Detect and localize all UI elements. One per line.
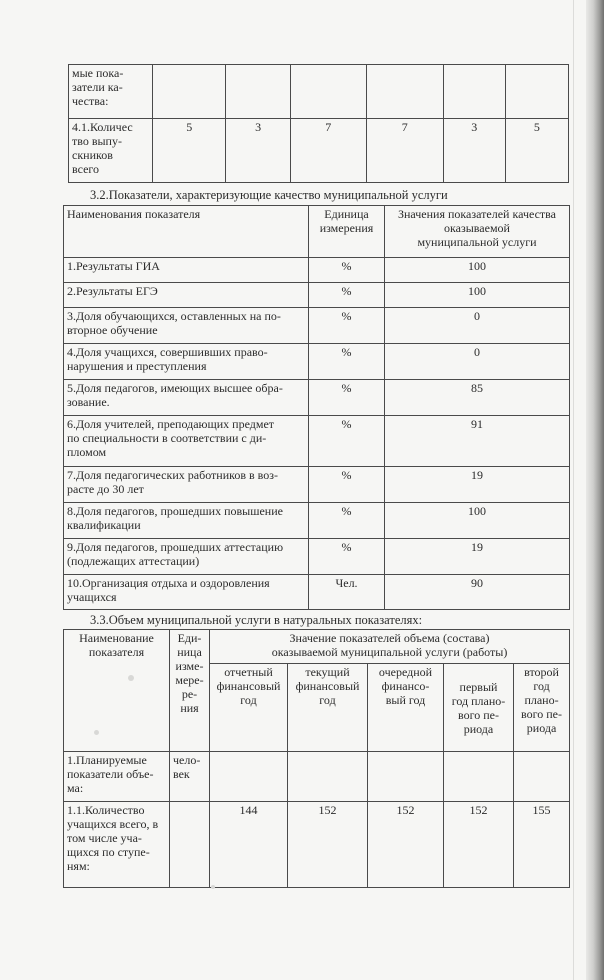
table-cell: 7 — [290, 119, 366, 183]
table-cell — [444, 752, 514, 802]
table-row — [64, 308, 570, 344]
header-indicator-name: Наименования показателя — [64, 206, 309, 258]
table-cell: 5 — [505, 119, 568, 183]
indicator-value: 19 — [385, 467, 570, 503]
table-cell: 3 — [226, 119, 290, 183]
table-cell — [505, 65, 568, 119]
indicator-unit: Чел. — [309, 575, 385, 610]
table-cell: 152 — [368, 802, 444, 888]
table-cell — [368, 752, 444, 802]
indicator-unit: % — [309, 344, 385, 380]
page-fold-line — [573, 0, 574, 980]
indicator-value: 100 — [385, 258, 570, 283]
header-second-plan-year: второй год плано- вого пе- риода — [514, 664, 570, 752]
indicator-value: 19 — [385, 539, 570, 575]
table-row — [64, 539, 570, 575]
indicator-unit: % — [309, 283, 385, 308]
scan-smudge — [211, 885, 215, 889]
indicator-value: 85 — [385, 380, 570, 416]
table-cell: 152 — [444, 802, 514, 888]
header-unit: Единица измерения — [309, 206, 385, 258]
scan-smudge — [128, 675, 134, 681]
indicator-value: 100 — [385, 283, 570, 308]
indicator-value: 0 — [385, 308, 570, 344]
table-row — [64, 344, 570, 380]
table-row — [64, 575, 570, 610]
header-quality-value: Значения показателей качества оказываемой муниципальной услуги — [385, 206, 570, 258]
table-cell — [366, 65, 443, 119]
table-cell: 155 — [514, 802, 570, 888]
table-cell — [226, 65, 290, 119]
indicator-name: 7.Доля педагогических работников в воз- расте до 30 лет — [64, 467, 309, 503]
table-cell — [290, 65, 366, 119]
header-reporting-year: отчетный финансовый год — [210, 664, 288, 752]
indicator-value: 100 — [385, 503, 570, 539]
header-current-year: текущий финансовый год — [288, 664, 368, 752]
table-row — [69, 119, 569, 183]
table-cell — [288, 752, 368, 802]
table-row — [69, 65, 569, 119]
quality-continuation-table — [68, 64, 569, 183]
header-next-year: очередной финансо- вый год — [368, 664, 444, 752]
table-header-row — [64, 206, 570, 258]
table-row — [64, 380, 570, 416]
indicator-name: 6.Доля учителей, преподающих предмет по специальности в соответствии с ди- пломом — [64, 416, 309, 467]
table-row — [64, 467, 570, 503]
indicator-value: 90 — [385, 575, 570, 610]
table-cell: 7 — [366, 119, 443, 183]
indicator-unit: % — [309, 416, 385, 467]
header-first-plan-year: первый год плано- вого пе- риода — [444, 664, 514, 752]
header-indicator-name: Наименование показателя — [64, 630, 170, 752]
table-cell — [210, 752, 288, 802]
table-row — [64, 283, 570, 308]
header-volume-group: Значение показателей объема (состава) оказываемой муниципальной услуги (работы) — [210, 630, 570, 664]
table-cell: 3 — [443, 119, 505, 183]
row-label: 4.1.Количес тво выпу- скников всего — [69, 119, 153, 183]
table-row — [64, 503, 570, 539]
table-cell — [152, 65, 226, 119]
indicator-name: 1.1.Количество учащихся всего, в том числе уча- щихся по ступе- ням: — [64, 802, 170, 888]
table-cell — [443, 65, 505, 119]
table-row — [64, 258, 570, 283]
indicator-unit: % — [309, 467, 385, 503]
indicator-unit — [170, 802, 210, 888]
row-label: мые пока- затели ка- чества: — [69, 65, 153, 119]
table-cell — [514, 752, 570, 802]
table-cell: 152 — [288, 802, 368, 888]
indicator-name: 1.Планируемые показатели объе- ма: — [64, 752, 170, 802]
indicator-name: 1.Результаты ГИА — [64, 258, 309, 283]
indicator-name: 10.Организация отдыха и оздоровления учащихся — [64, 575, 309, 610]
indicator-name: 5.Доля педагогов, имеющих высшее обра- зование. — [64, 380, 309, 416]
indicator-value: 91 — [385, 416, 570, 467]
section-3-2-title: 3.2.Показатели, характеризующие качество муниципальной услуги — [90, 188, 448, 202]
scan-smudge — [94, 730, 99, 735]
volume-indicators-table — [63, 629, 570, 888]
section-3-3-title: 3.3.Объем муниципальной услуги в натуральных показателях: — [90, 613, 423, 627]
table-row — [64, 802, 570, 888]
indicator-unit: % — [309, 539, 385, 575]
indicator-unit: % — [309, 380, 385, 416]
quality-indicators-table — [63, 205, 570, 610]
table-cell: 5 — [152, 119, 226, 183]
indicator-name: 9.Доля педагогов, прошедших аттестацию (подлежащих аттестации) — [64, 539, 309, 575]
table-row — [64, 416, 570, 467]
indicator-name: 4.Доля учащихся, совершивших право- нарушения и преступления — [64, 344, 309, 380]
indicator-name: 8.Доля педагогов, прошедших повышение квалификации — [64, 503, 309, 539]
indicator-unit: чело- век — [170, 752, 210, 802]
indicator-unit: % — [309, 258, 385, 283]
header-unit: Еди- ница изме- мере- ре- ния — [170, 630, 210, 752]
indicator-name: 2.Результаты ЕГЭ — [64, 283, 309, 308]
table-row — [64, 752, 570, 802]
indicator-unit: % — [309, 503, 385, 539]
table-cell: 144 — [210, 802, 288, 888]
indicator-unit: % — [309, 308, 385, 344]
indicator-name: 3.Доля обучающихся, оставленных на по- вторное обучение — [64, 308, 309, 344]
page-edge-shadow — [586, 0, 604, 980]
indicator-value: 0 — [385, 344, 570, 380]
table-header-row — [64, 630, 570, 664]
